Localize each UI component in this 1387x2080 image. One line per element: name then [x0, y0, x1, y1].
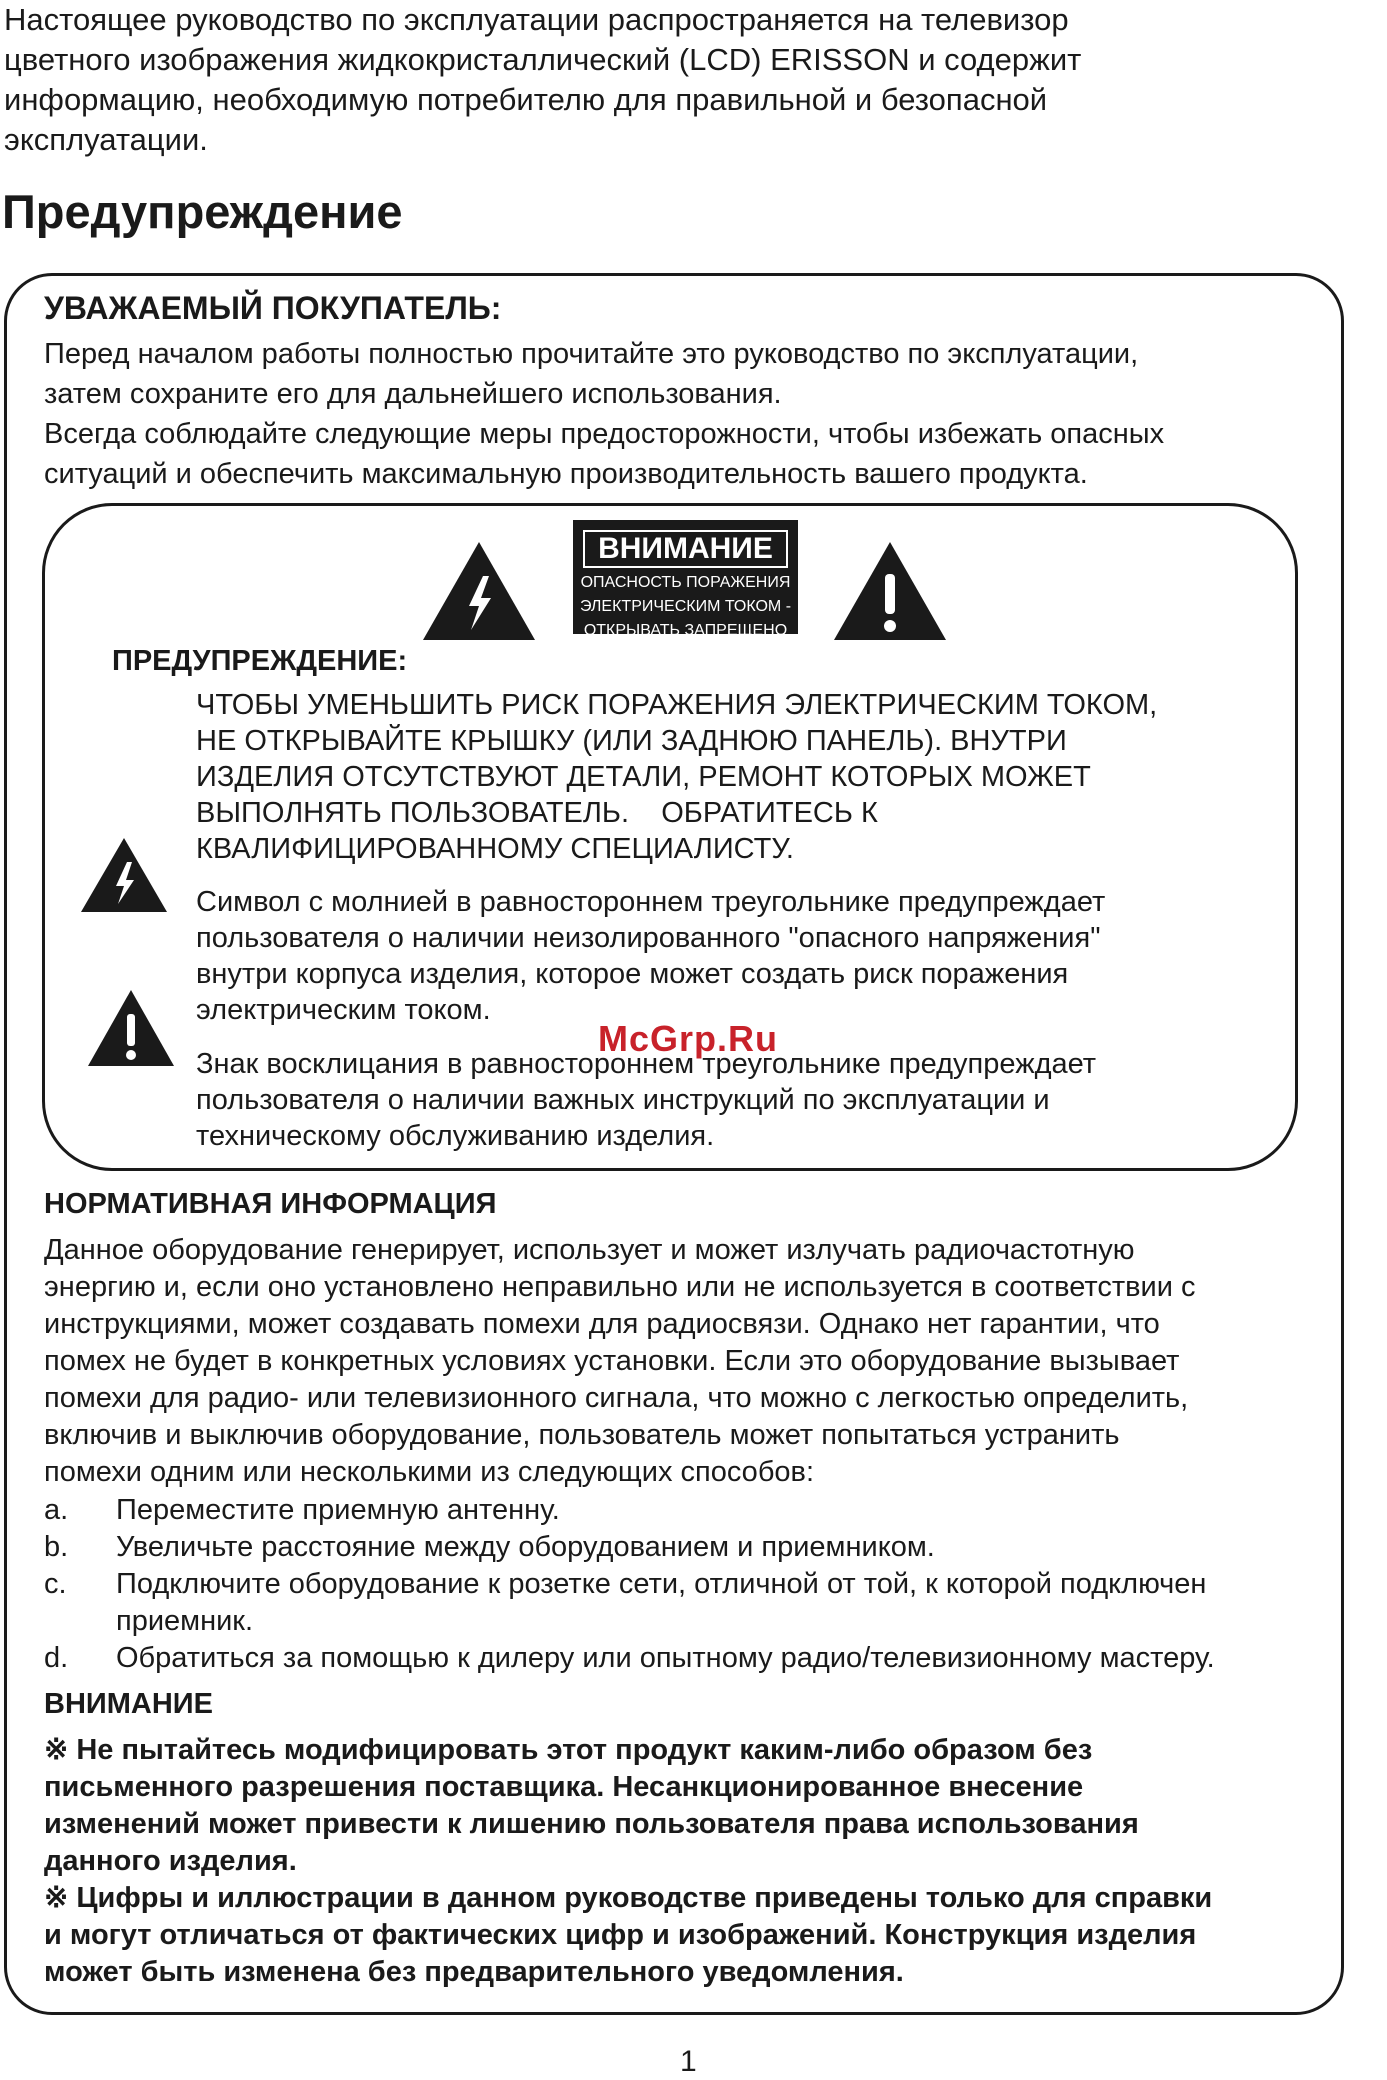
list-item-text: Увеличьте расстояние между оборудованием и приемником. [116, 1531, 935, 1563]
caution-sign-title: ВНИМАНИЕ [583, 530, 788, 568]
dear-line: Всегда соблюдайте следующие меры предосторожности, чтобы избежать опасных [44, 418, 1165, 450]
exclamation-warning-icon [832, 540, 948, 642]
caution-sign-line: ОТКРЫВАТЬ ЗАПРЕЩЕНО [583, 622, 788, 639]
list-item-text: Подключите оборудование к розетке сети, отличной от той, к которой подключен приемник. [116, 1568, 1207, 1637]
list-item-key: c. [44, 1568, 67, 1600]
norm-line: помех не будет в конкретных условиях установки. Если это оборудование вызывает [44, 1345, 1180, 1377]
caution-sign-line: ЭЛЕКТРИЧЕСКИМ ТОКОМ - [579, 598, 792, 615]
exclamation-line: техническому обслуживанию изделия. [196, 1120, 715, 1152]
caution-sign-line: ОПАСНОСТЬ ПОРАЖЕНИЯ [580, 574, 791, 591]
page-title: Предупреждение [2, 185, 403, 238]
warning-caps-text [196, 687, 1296, 867]
intro-line: эксплуатации. [4, 122, 208, 157]
attention-text [44, 1732, 1344, 1991]
dear-heading: УВАЖАЕМЫЙ ПОКУПАТЕЛЬ: [44, 290, 502, 326]
list-item [44, 1566, 1344, 1640]
list-item [44, 1640, 1344, 1677]
intro-text [4, 0, 1374, 160]
list-item-key: d. [44, 1642, 69, 1674]
list-item [44, 1492, 1344, 1529]
norm-line: Данное оборудование генерирует, использует и может излучать радиочастотную [44, 1234, 1135, 1266]
dear-text [44, 334, 1334, 494]
norm-heading: НОРМАТИВНАЯ ИНФОРМАЦИЯ [44, 1188, 497, 1220]
warning-heading: ПРЕДУПРЕЖДЕНИЕ: [112, 645, 408, 677]
warning-caps-line: НЕ ОТКРЫВАЙТЕ КРЫШКУ (ИЛИ ЗАДНЮЮ ПАНЕЛЬ). ВНУТРИ [196, 725, 1067, 757]
warning-caps-line: КВАЛИФИЦИРОВАННОМУ СПЕЦИАЛИСТУ. [196, 833, 794, 865]
intro-line: информацию, необходимую потребителю для правильной и безопасной [4, 82, 1048, 117]
norm-line: инструкциями, может создавать помехи для радиосвязи. Однако нет гарантии, что [44, 1308, 1160, 1340]
warning-caps-line: ИЗДЕЛИЯ ОТСУТСТВУЮТ ДЕТАЛИ, РЕМОНТ КОТОРЫХ МОЖЕТ [196, 761, 1091, 793]
norm-line: помехи для радио- или телевизионного сигнала, что можно с легкостью определить, [44, 1382, 1189, 1414]
norm-text [44, 1232, 1344, 1491]
lightning-symbol-icon [79, 836, 169, 914]
lightning-line: внутри корпуса изделия, которое может создать риск поражения [196, 958, 1069, 990]
remedy-list [44, 1492, 1344, 1677]
lightning-line: пользователя о наличии неизолированного "опасного напряжения" [196, 922, 1101, 954]
list-item [44, 1529, 1344, 1566]
warning-caps-line: ЧТОБЫ УМЕНЬШИТЬ РИСК ПОРАЖЕНИЯ ЭЛЕКТРИЧЕСКИМ ТОКОМ, [196, 689, 1158, 721]
watermark: McGrp.Ru [598, 1018, 779, 1059]
norm-line: помехи одним или несколькими из следующих способов: [44, 1456, 815, 1488]
attention-line: и могут отличаться от фактических цифр и изображений. Конструкция изделия [44, 1919, 1197, 1951]
attention-line: изменений может привести к лишению пользователя права использования [44, 1808, 1139, 1840]
list-item-text: Переместите приемную антенну. [116, 1494, 560, 1526]
attention-line: данного изделия. [44, 1845, 297, 1877]
attention-line: ※ Не пытайтесь модифицировать этот продукт каким-либо образом без [44, 1734, 1093, 1766]
exclamation-symbol-icon [86, 988, 176, 1068]
attention-heading: ВНИМАНИЕ [44, 1688, 213, 1720]
norm-line: энергию и, если оно установлено неправильно или не используется в соответствии с [44, 1271, 1196, 1303]
attention-line: ※ Цифры и иллюстрации в данном руководстве приведены только для справки [44, 1882, 1213, 1914]
dear-line: затем сохраните его для дальнейшего использования. [44, 378, 782, 410]
attention-line: письменного разрешения поставщика. Несанкционированное внесение [44, 1771, 1084, 1803]
exclamation-line: Знак восклицания в равностороннем треугольнике предупреждает [196, 1048, 1097, 1080]
exclamation-description [196, 1046, 1296, 1154]
norm-line: включив и выключив оборудование, пользователь может попытаться устранить [44, 1419, 1120, 1451]
dear-line: ситуаций и обеспечить максимальную производительность вашего продукта. [44, 458, 1088, 490]
list-item-key: b. [44, 1531, 69, 1563]
lightning-description [196, 884, 1296, 1028]
attention-line: может быть изменена без предварительного уведомления. [44, 1956, 904, 1988]
intro-line: Настоящее руководство по эксплуатации распространяется на телевизор [4, 2, 1069, 37]
list-item-text: Обратиться за помощью к дилеру или опытному радио/телевизионному мастеру. [116, 1642, 1215, 1674]
page-number: 1 [680, 2045, 697, 2078]
intro-line: цветного изображения жидкокристаллический (LCD) ERISSON и содержит [4, 42, 1082, 77]
warning-caps-line: ВЫПОЛНЯТЬ ПОЛЬЗОВАТЕЛЬ. ОБРАТИТЕСЬ К [196, 797, 878, 829]
dear-line: Перед началом работы полностью прочитайте это руководство по эксплуатации, [44, 338, 1139, 370]
lightning-line: Символ с молнией в равностороннем треугольнике предупреждает [196, 886, 1106, 918]
exclamation-line: пользователя о наличии важных инструкций по эксплуатации и [196, 1084, 1050, 1116]
lightning-line: электрическим током. [196, 994, 491, 1026]
caution-sign [573, 520, 798, 639]
list-item-key: a. [44, 1494, 69, 1526]
lightning-warning-icon [421, 540, 537, 642]
